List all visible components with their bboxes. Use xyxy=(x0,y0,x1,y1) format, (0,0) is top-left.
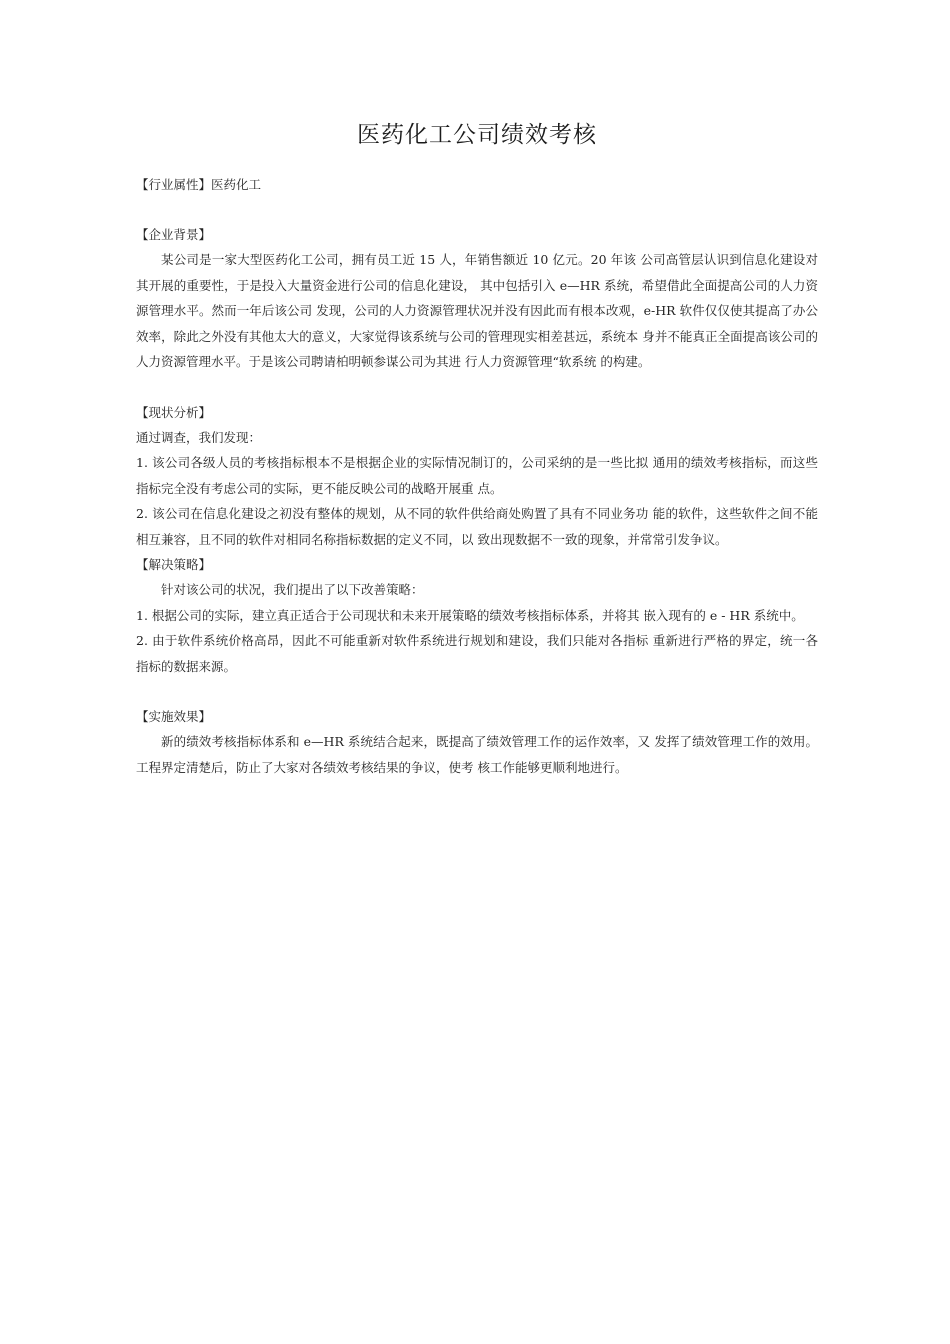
document-page xyxy=(136,118,818,780)
spacer xyxy=(136,375,818,400)
analysis-heading: 【现状分析】 xyxy=(136,404,212,420)
strategy-heading: 【解决策略】 xyxy=(136,557,212,572)
industry-line: 【行业属性】医药化工 xyxy=(136,177,262,192)
effect-paragraph: 新的绩效考核指标体系和 e—HR 系统结合起来，既提高了绩效管理工作的运作效率，又 发挥了绩效管理工作的效用。工程界定清楚后，防止了大家对各绩效考核结果的争议，使考 核工作能够更顺利地进行。 xyxy=(136,734,818,775)
strategy-section xyxy=(136,552,818,679)
analysis-intro: 通过调查，我们发现： xyxy=(136,429,262,445)
spacer xyxy=(136,197,818,222)
analysis-item-1: 1. 该公司各级人员的考核指标根本不是根据企业的实际情况制订的，公司采纳的是一些比拟 通用的绩效考核指标，而这些指标完全没有考虑公司的实际，更不能反映公司的战略开展重 点。 xyxy=(136,455,818,496)
effect-section xyxy=(136,704,818,780)
background-paragraph: 某公司是一家大型医药化工公司，拥有员工近 15 人，年销售额近 10 亿元。20 年该 公司高管层认识到信息化建设对其开展的重要性，于是投入大量资金进行公司的信息化建设， 其中包括引入 e—HR 系统，希望借此全面提高公司的人力资源管理水平。然而一年后该公司 发现，公司的人力资源管理状况并没有因此而有根本改观，e-HR 软件仅仅使其提高了办公 效率，除此之外没有其他太大的意义，大家觉得该系统与公司的管理现实相差甚远，系统本 身并不能真正全面提高该公司的人力资源管理水平。于是该公司聘请柏明顿参谋公司为其进 行人力资源管理“软系统 的构建。 xyxy=(136,252,818,369)
strategy-item-2: 2. 由于软件系统价格高昂，因此不可能重新对软件系统进行规划和建设，我们只能对各指标 重新进行严格的界定，统一各指标的数据来源。 xyxy=(136,633,818,674)
analysis-section xyxy=(136,400,818,553)
background-section xyxy=(136,222,818,375)
document-title: 医药化工公司绩效考核 xyxy=(357,122,597,148)
spacer xyxy=(136,679,818,704)
effect-heading: 【实施效果】 xyxy=(136,709,212,724)
strategy-item-1: 1. 根据公司的实际，建立真正适合于公司现状和未来开展策略的绩效考核指标体系，并将其 嵌入现有的 e - HR 系统中。 xyxy=(136,607,804,623)
background-heading: 【企业背景】 xyxy=(136,227,212,242)
strategy-intro: 针对该公司的状况，我们提出了以下改善策略： xyxy=(161,582,424,597)
analysis-item-2: 2. 该公司在信息化建设之初没有整体的规划，从不同的软件供给商处购置了具有不同业务功 能的软件，这些软件之间不能相互兼容，且不同的软件对相同名称指标数据的定义不同，以 致出现数据不一致的现象，并常常引发争议。 xyxy=(136,506,818,547)
